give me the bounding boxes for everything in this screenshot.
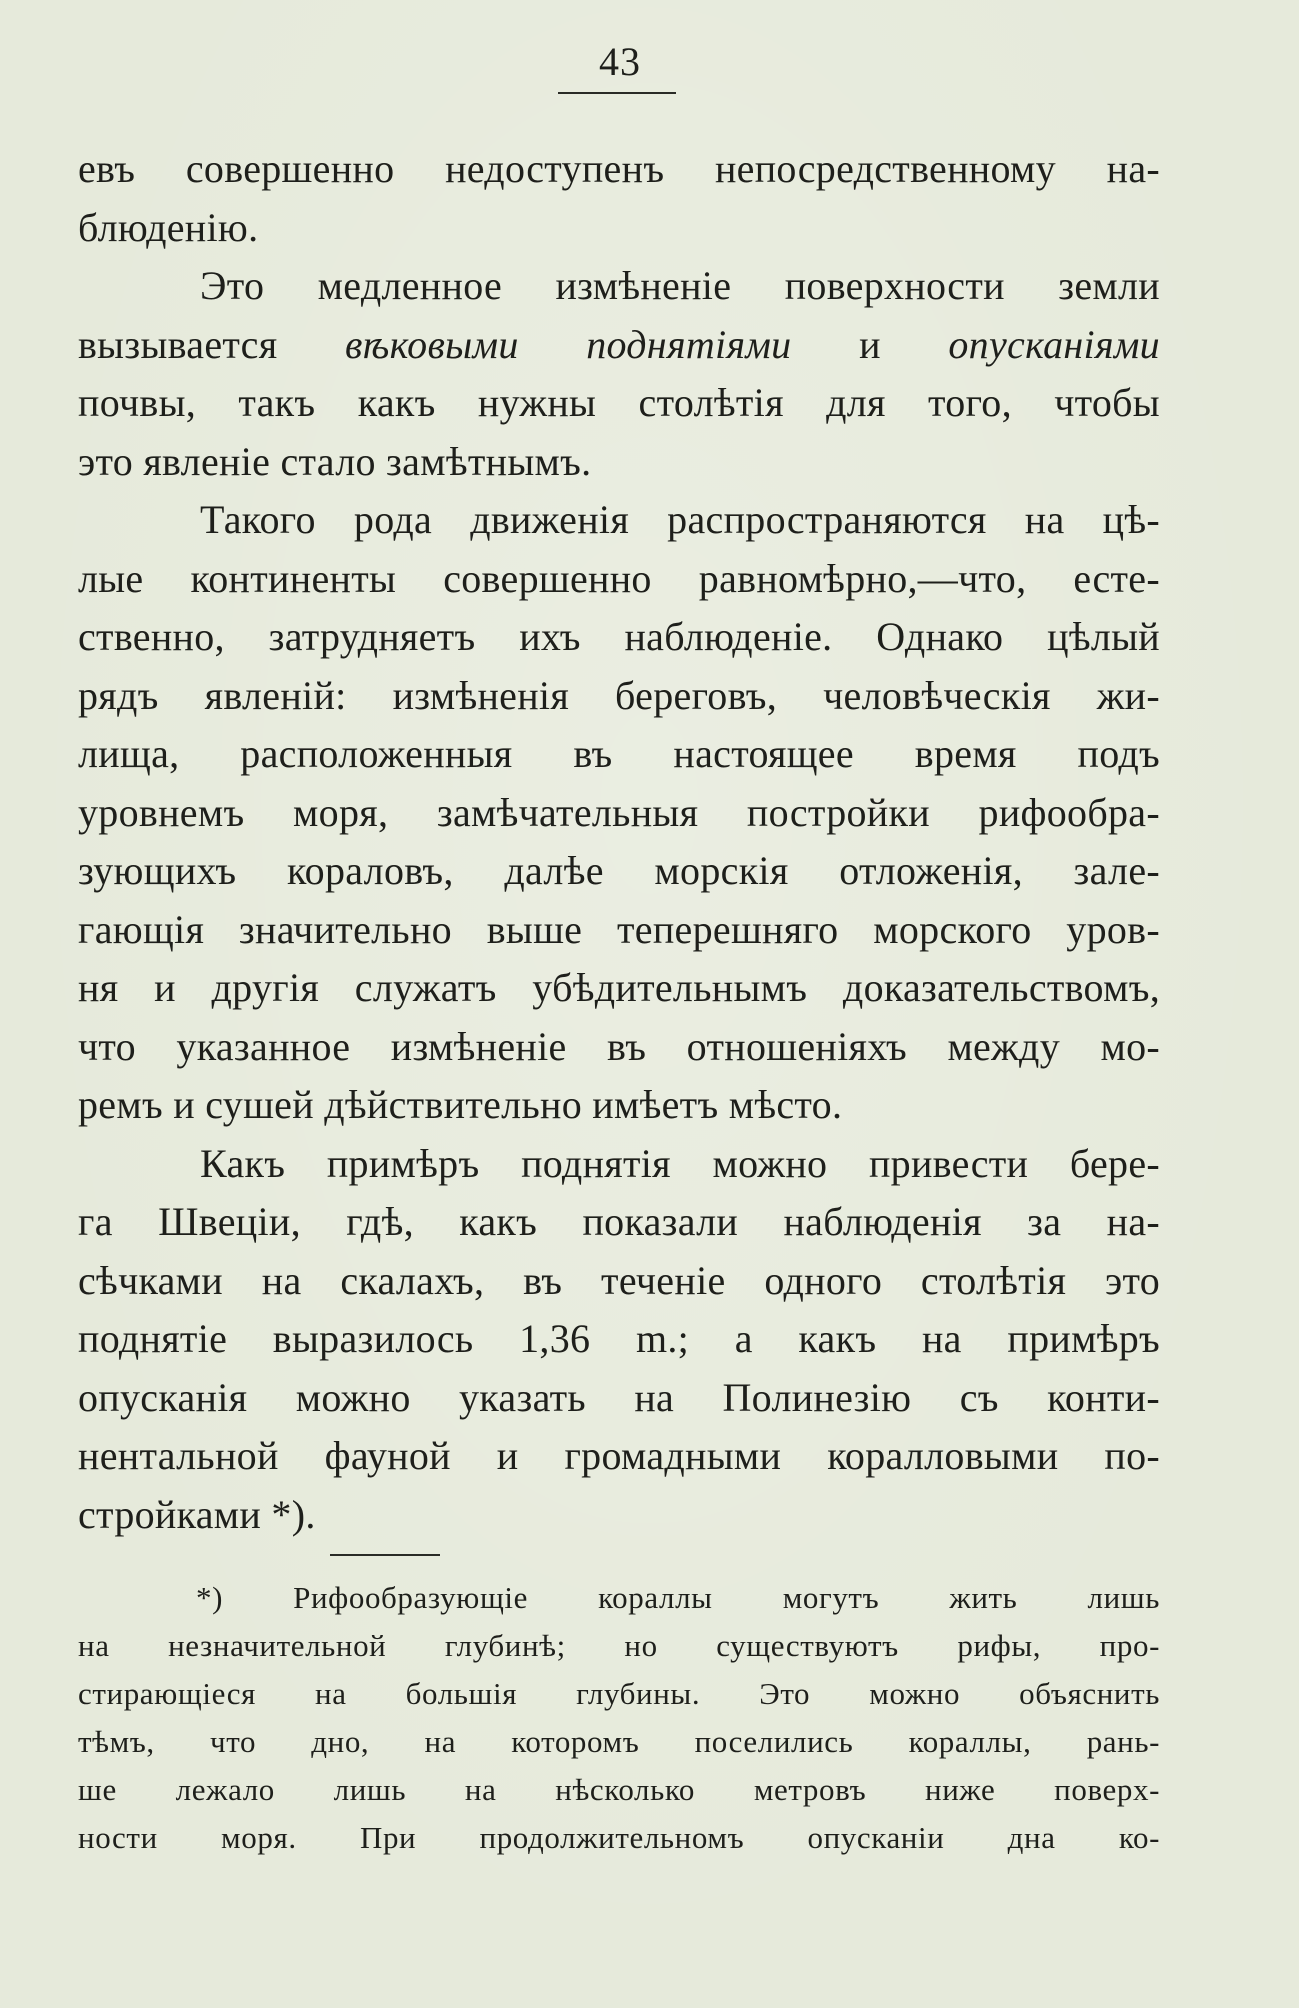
footnote-line: тѣмъ, что дно, на которомъ поселились кораллы, рань- [78, 1724, 1160, 1759]
text-line: нентальной фауной и громадными коралловыми по- [78, 1433, 1160, 1478]
header-rule [558, 92, 676, 94]
text-line: Какъ примѣръ поднятія можно привести бере- [200, 1140, 1160, 1186]
footnote-line: на незначительной глубинѣ; но существуютъ рифы, про- [78, 1628, 1160, 1663]
page-number: 43 [599, 39, 641, 84]
italic-term: опусканіями [948, 321, 1160, 367]
text-line: га Швеціи, гдѣ, какъ показали наблюденія за на- [78, 1199, 1160, 1244]
text-line: евъ совершенно недоступенъ непосредственному на- [78, 146, 1160, 191]
italic-term: вѣковыми поднятіями [345, 321, 792, 367]
text-line: зующихъ кораловъ, далѣе морскія отложенія, зале- [78, 848, 1160, 893]
text-line: Это медленное измѣненіе поверхности земли [200, 263, 1160, 308]
text-line: поднятіе выразилось 1,36 m.; а какъ на примѣръ [78, 1316, 1160, 1361]
text-line-with-italics [78, 316, 1160, 375]
text-line: ня и другія служатъ убѣдительнымъ доказательствомъ, [78, 965, 1160, 1010]
text-line: опусканія можно указать на Полинезію съ конти- [78, 1374, 1160, 1420]
text-line: ственно, затрудняетъ ихъ наблюденіе. Однако цѣлый [78, 614, 1160, 659]
main-text [78, 140, 1160, 1544]
text-line: стройками *). [78, 1491, 316, 1537]
footnote [78, 1574, 1160, 1862]
footnote-rule [330, 1554, 440, 1556]
footnote-line: стирающіеся на большія глубины. Это можно объяснить [78, 1676, 1160, 1711]
text-line: ремъ и сушей дѣйствительно имѣетъ мѣсто. [78, 1082, 843, 1127]
text-line: лые континенты совершенно равномѣрно,—что, есте- [78, 555, 1160, 601]
text-line: гающія значительно выше теперешняго морского уров- [78, 906, 1160, 952]
text-line: Такого рода движенія распространяются на цѣ- [200, 497, 1160, 542]
text-line: почвы, такъ какъ нужны столѣтія для того, чтобы [78, 380, 1160, 425]
text-line: лища, расположенныя въ настоящее время подъ [78, 731, 1160, 776]
footnote-line: ности моря. При продолжительномъ опусканіи дна ко- [78, 1820, 1160, 1855]
text-line: сѣчками на скалахъ, въ теченіе одного столѣтія это [78, 1257, 1160, 1303]
text-line: рядъ явленій: измѣненія береговъ, человѣческія жи- [78, 672, 1160, 718]
text-line: блюденію. [78, 204, 259, 250]
text-line: это явленіе стало замѣтнымъ. [78, 438, 592, 484]
footnote-line: ше лежало лишь на нѣсколько метровъ ниже поверх- [78, 1772, 1160, 1807]
text-segment: вызывается [78, 321, 278, 367]
footnote-line: *) Рифообразующіе кораллы могутъ жить лишь [196, 1580, 1160, 1615]
text-line: что указанное измѣненіе въ отношеніяхъ между мо- [78, 1023, 1160, 1069]
text-segment: и [859, 321, 881, 367]
text-line: уровнемъ моря, замѣчательныя постройки рифообра- [78, 789, 1160, 835]
